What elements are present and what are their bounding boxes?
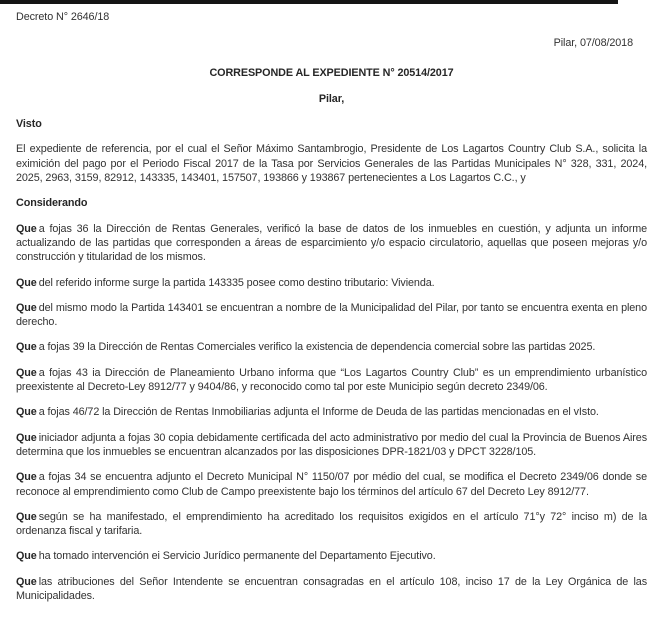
considerando-paragraph-10 — [16, 549, 647, 563]
visto-paragraph-text: El expediente de referencia, por el cual el Señor Máximo Santambrogio, Presidente de Los Lagartos Country Club S.A., solicita la eximición del pago por el Periodo Fiscal 2017 de la Tasa por Servicios Generales de las Partidas Municipales N° 328, 331, 2024, 2025, 2963, 3159, 82912, 143335, 143401, 157507, 193866 y 193867 pertenecientes a Los Lagartos C.C., y — [16, 143, 647, 185]
que-lead: Que — [16, 406, 37, 419]
que-lead: Que — [16, 222, 37, 235]
considerando-paragraph-6 — [16, 405, 647, 419]
city-salutation-line: Pilar, — [318, 92, 345, 105]
considerando-paragraph-7 — [16, 431, 647, 460]
que-lead: Que — [16, 366, 37, 379]
decree-number: Decreto N° 2646/18 — [16, 11, 110, 23]
paragraph-text: a fojas 34 se encuentra adjunto el Decreto Municipal N° 1150/07 por médio del cual, se modifica el Decreto 2349/06 donde se reconoce al emprendimiento como Club de Campo preexistente bajo los términos del artículo 67 del Decreto Ley 8912/77. — [16, 471, 647, 498]
considerando-paragraph-1 — [16, 222, 647, 265]
paragraph-text: según se ha manifestado, el emprendimiento ha acreditado los requisitos exigidos en el artículo 71°y 72° inciso m) de la ordenanza fiscal y tarifaria. — [16, 510, 647, 538]
considerando-paragraph-4 — [16, 340, 647, 354]
que-lead: Que — [16, 341, 37, 354]
expediente-reference-line: CORRESPONDE AL EXPEDIENTE N° 20514/2017 — [209, 66, 454, 79]
place-and-date: Pilar, 07/08/2018 — [553, 37, 633, 50]
considerando-heading: Considerando — [16, 197, 88, 210]
que-lead: Que — [16, 301, 37, 314]
considerando-paragraph-9 — [16, 510, 647, 539]
paragraph-text: ha tomado intervención ei Servicio Jurídico permanente del Departamento Ejecutivo. — [38, 550, 436, 563]
que-lead: Que — [16, 575, 37, 588]
considerando-paragraph-8 — [16, 470, 647, 499]
paragraph-text: a fojas 36 la Dirección de Rentas Generales, verificó la base de datos de los inmuebles en cuestión, y adjunta un informe actualizando de las partidas que corresponden a áreas de esparcimiento y/o espacio circulatorio, aquellas que poseen mejoras y/o construcción y titularidad de los mismos. — [16, 222, 647, 264]
que-lead: Que — [16, 510, 37, 523]
paragraph-text: del referido informe surge la partida 143335 posee como destino tributario: Vivienda. — [38, 276, 435, 289]
paragraph-text: a fojas 39 la Dirección de Rentas Comerciales verifico la existencia de dependencia comercial sobre las partidas 2025. — [38, 341, 596, 354]
que-lead: Que — [16, 471, 37, 484]
considerando-paragraph-5 — [16, 366, 647, 395]
paragraph-text: del mismo modo la Partida 143401 se encuentran a nombre de la Municipalidad del Pilar, por tanto se encuentra exenta en pleno derecho. — [16, 301, 647, 329]
paragraph-text: a fojas 46/72 la Dirección de Rentas Inmobiliarias adjunta el Informe de Deuda de las partidas mencionadas en el vIsto. — [38, 406, 599, 419]
paragraph-text: las atribuciones del Señor Intendente se encuentran consagradas en el artículo 108, inciso 17 de la Ley Orgánica de las Municipalidades. — [16, 575, 647, 603]
considerando-paragraph-2 — [16, 276, 647, 290]
paragraph-text: a fojas 43 ia Dirección de Planeamiento Urbano informa que “Los Lagartos Country Club” es un emprendimiento urbanístico preexistente al Decreto-Ley 8912/77 y 9404/86, y reconocido como tal por este Municipio según decreto 2349/06. — [16, 366, 647, 394]
decree-document-page — [0, 4, 665, 603]
considerando-paragraph-3 — [16, 301, 647, 330]
considerando-paragraph-11 — [16, 575, 647, 604]
que-lead: Que — [16, 431, 37, 444]
que-lead: Que — [16, 550, 37, 563]
paragraph-text: iniciador adjunta a fojas 30 copia debidamente certificada del acto administrativo por medio del cual la Provincia de Buenos Aires determina que los inmuebles se encuentran alcanzados por las disposiciones DPR-1821/03 y DPCT 3228/105. — [16, 431, 647, 458]
visto-heading: Visto — [16, 118, 42, 131]
que-lead: Que — [16, 276, 37, 289]
visto-paragraph — [16, 142, 647, 185]
